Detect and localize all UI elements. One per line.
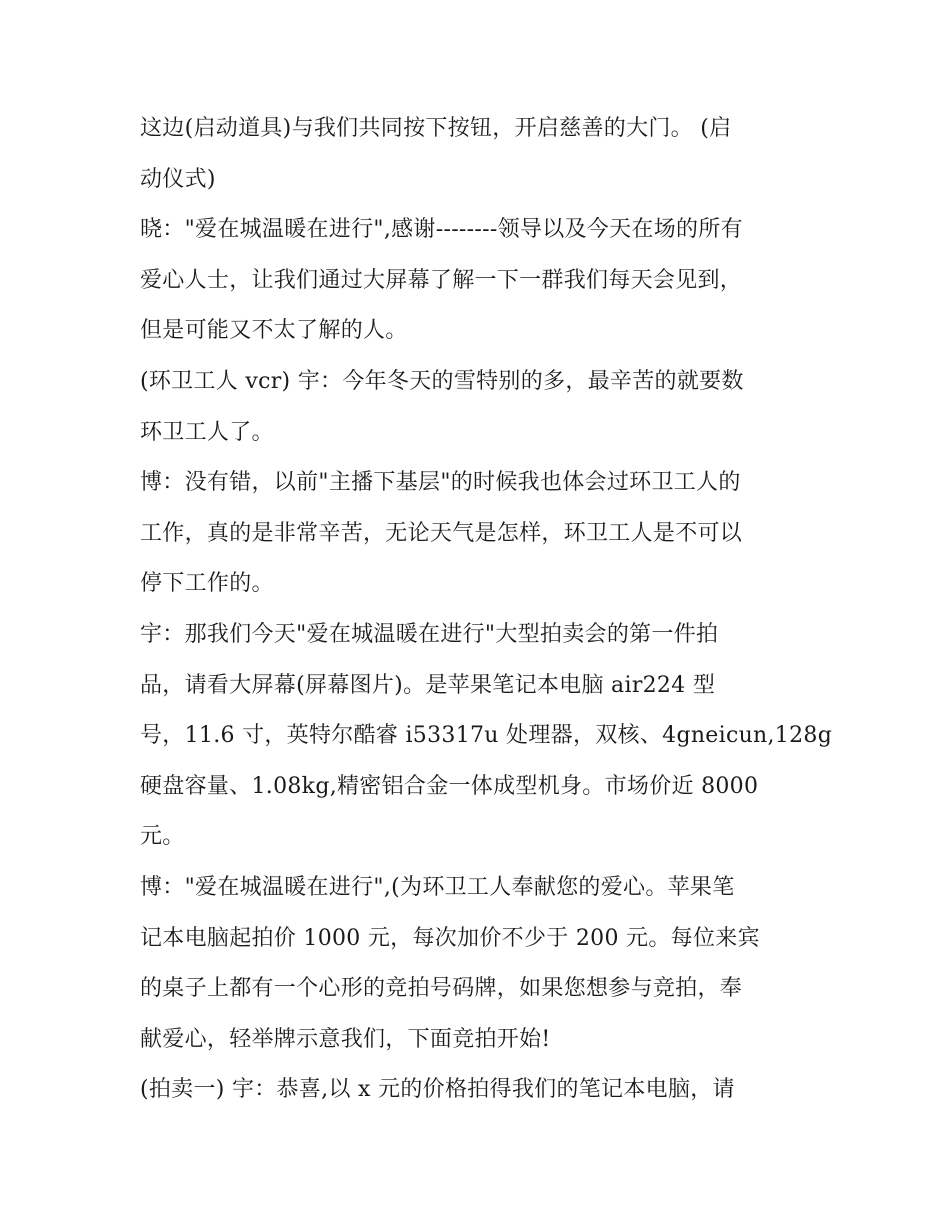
text-line: 但是可能又不太了解的人。 — [140, 318, 408, 344]
text-line: 硬盘容量、1.08kg,精密铝合金一体成型机身。市场价近 8000 — [140, 773, 759, 799]
document-body — [140, 104, 833, 1116]
text-line: 品，请看大屏幕(屏幕图片)。是苹果笔记本电脑 air224 型 — [140, 672, 716, 698]
text-line: 的桌子上都有一个心形的竞拍号码牌，如果您想参与竞拍，奉 — [140, 976, 743, 1002]
text-line: 停下工作的。 — [140, 571, 274, 597]
text-line: 元。 — [140, 824, 185, 850]
text-line: 这边(启动道具)与我们共同按下按钮，开启慈善的大门。 (启 — [140, 116, 732, 141]
text-line: 记本电脑起拍价 1000 元，每次加价不少于 200 元。每位来宾 — [140, 925, 760, 951]
text-line: 献爱心，轻举牌示意我们，下面竞拍开始! — [140, 1026, 551, 1052]
text-line: (拍卖一) 宇：恭喜,以 x 元的价格拍得我们的笔记本电脑，请 — [140, 1077, 735, 1103]
text-line: 宇：那我们今天"爱在城温暖在进行"大型拍卖会的第一件拍 — [140, 621, 719, 647]
text-line: 晓："爱在城温暖在进行",感谢--------领导以及今天在场的所有 — [140, 217, 743, 243]
text-line: 环卫工人了。 — [140, 419, 274, 445]
text-line: 工作，真的是非常辛苦，无论天气是怎样，环卫工人是不可以 — [140, 520, 743, 546]
text-line: 博："爱在城温暖在进行",(为环卫工人奉献您的爱心。苹果笔 — [140, 874, 735, 900]
text-line: 号，11.6 寸，英特尔酷睿 i53317u 处理器，双核、4gneicun,128g — [140, 723, 833, 749]
text-line: 动仪式) — [140, 166, 216, 192]
text-line: 博：没有错，以前"主播下基层"的时候我也体会过环卫工人的 — [140, 470, 741, 496]
text-line: 爱心人士，让我们通过大屏幕了解一下一群我们每天会见到， — [140, 267, 743, 293]
text-line: (环卫工人 vcr) 宇：今年冬天的雪特别的多，最辛苦的就要数 — [140, 368, 744, 394]
